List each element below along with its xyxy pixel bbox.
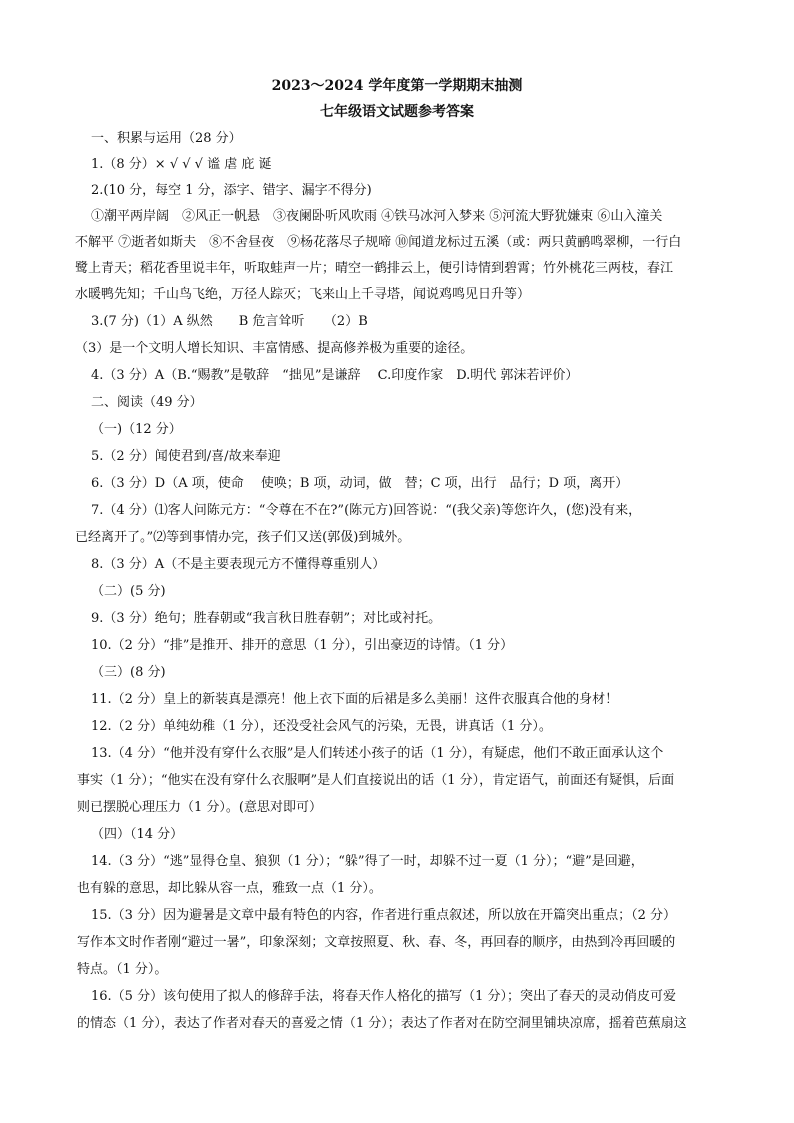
answer-line-q14: 14.（3 分）“逃”显得仓皇、狼狈（1 分）；“躲”得了一时，却躲不过一夏（1 分）；“避”是回避， (91, 854, 644, 869)
subsection-heading: （一)（12 分） (91, 422, 182, 437)
answer-line: 事实（1 分）；“他实在没有穿什么衣服啊”是人们直接说出的话（1 分），肯定语气，前面还有疑惧，后面 (77, 773, 675, 788)
answer-line: 水暖鸭先知；千山鸟飞绝，万径人踪灭；飞来山上千寻塔，闻说鸡鸣见日升等） (75, 287, 531, 302)
answer-line: 特点。（1 分）。 (77, 962, 168, 977)
answer-line-q5: 5.（2 分）闻使君到/喜/故来奉迎 (91, 449, 281, 464)
section-heading-reading: 二、阅读（49 分） (91, 395, 203, 410)
answer-line-q13: 13.（4 分）“他并没有穿什么衣服”是人们转述小孩子的话（1 分），有疑虑，他们不敢正面承认这个 (91, 746, 664, 761)
answer-line-q4: 4.（3 分）A（B.“赐教”是敬辞 “拙见”是谦辞 C.印度作家 D.明代 郭沫若评价） (91, 368, 579, 383)
answer-line-q11: 11.（2 分）皇上的新装真是漂亮！他上衣下面的后裙是多么美丽！这件衣服真合他的身材！ (91, 692, 619, 707)
answer-line: 也有躲的意思，却比躲从容一点，雅致一点（1 分）。 (77, 881, 382, 896)
answer-line: 已经离开了。”⑵等到事情办完，孩子们又送(郭伋)到城外。 (75, 530, 411, 545)
subsection-heading: （三）(8 分) (91, 665, 166, 680)
answer-line: 写作本文时作者刚“避过一暑”，印象深刻；文章按照夏、秋、春、冬，再回春的顺序，由热到冷再回暖的 (77, 935, 676, 950)
section-heading-accumulation: 一、积累与运用（28 分） (91, 131, 242, 146)
answer-line: ①潮平两岸阔 ②风正一帆悬 ③夜阑卧听风吹雨 ④铁马冰河入梦来 ⑤河流大野犹嫌束 ⑥山入潼关 (91, 209, 663, 224)
answer-line-q2: 2.(10 分，每空 1 分，添字、错字、漏字不得分) (91, 183, 372, 198)
answer-line-q8: 8.（3 分）A（不是主要表现元方不懂得尊重别人） (91, 557, 386, 572)
subsection-heading: （四）（14 分） (91, 827, 184, 842)
answer-line-q9: 9.（3 分）绝句；胜春朝或“我言秋日胜春朝”；对比或衬托。 (91, 611, 442, 626)
answer-line-q15: 15.（3 分）因为避暑是文章中最有特色的内容，作者进行重点叙述，所以放在开篇突出重点；（2 分） (91, 908, 676, 923)
answer-line: 鹭上青天；稻花香里说丰年，听取蛙声一片；晴空一鹤排云上，便引诗情到碧霄；竹外桃花三两枝，春江 (75, 261, 674, 276)
answer-line-q1: 1.（8 分）× √ √ √ 谧 虐 庇 诞 (91, 157, 272, 172)
answer-line: 不解平 ⑦逝者如斯夫 ⑧不舍昼夜 ⑨杨花落尽子规啼 ⑩闻道龙标过五溪（或：两只黄鹂鸣翠柳，一行白 (75, 235, 682, 250)
subsection-heading: （二）(5 分) (91, 584, 166, 599)
document-subtitle: 七年级语文试题参考答案 (320, 104, 474, 120)
answer-line-q12: 12.（2 分）单纯幼稚（1 分），还没受社会风气的污染，无畏，讲真话（1 分）。 (91, 719, 552, 734)
answer-line-q10: 10.（2 分）“排”是推开、排开的意思（1 分），引出豪迈的诗情。（1 分） (91, 638, 514, 653)
answer-line: 则已摆脱心理压力（1 分）。(意思对即可） (77, 800, 322, 815)
document-title: 2023～2024 学年度第一学期期末抽测 (271, 78, 523, 94)
answer-line-q3: 3.(7 分)（1）A 纵然 B 危言耸听 （2）B (91, 314, 368, 329)
answer-line-q16: 16.（5 分）该句使用了拟人的修辞手法，将春天作人格化的描写（1 分）；突出了春天的灵动俏皮可爱 (91, 989, 676, 1004)
answer-line: 的情态（1 分），表达了作者对春天的喜爱之情（1 分）；表达了作者对在防空洞里铺块凉席，摇着芭蕉扇这 (77, 1016, 687, 1031)
answer-line: （3）是一个文明人增长知识、丰富情感、提高修养极为重要的途径。 (75, 341, 474, 356)
answer-line-q7: 7.（4 分）⑴客人问陈元方：“令尊在不在?”(陈元方)回答说：“(我父亲)等您许久，(您)没有来， (91, 503, 642, 518)
answer-line-q6: 6.（3 分）D（A 项，使命 使唤；B 项，动词，做 替；C 项，出行 品行；D 项，离开） (91, 476, 629, 491)
